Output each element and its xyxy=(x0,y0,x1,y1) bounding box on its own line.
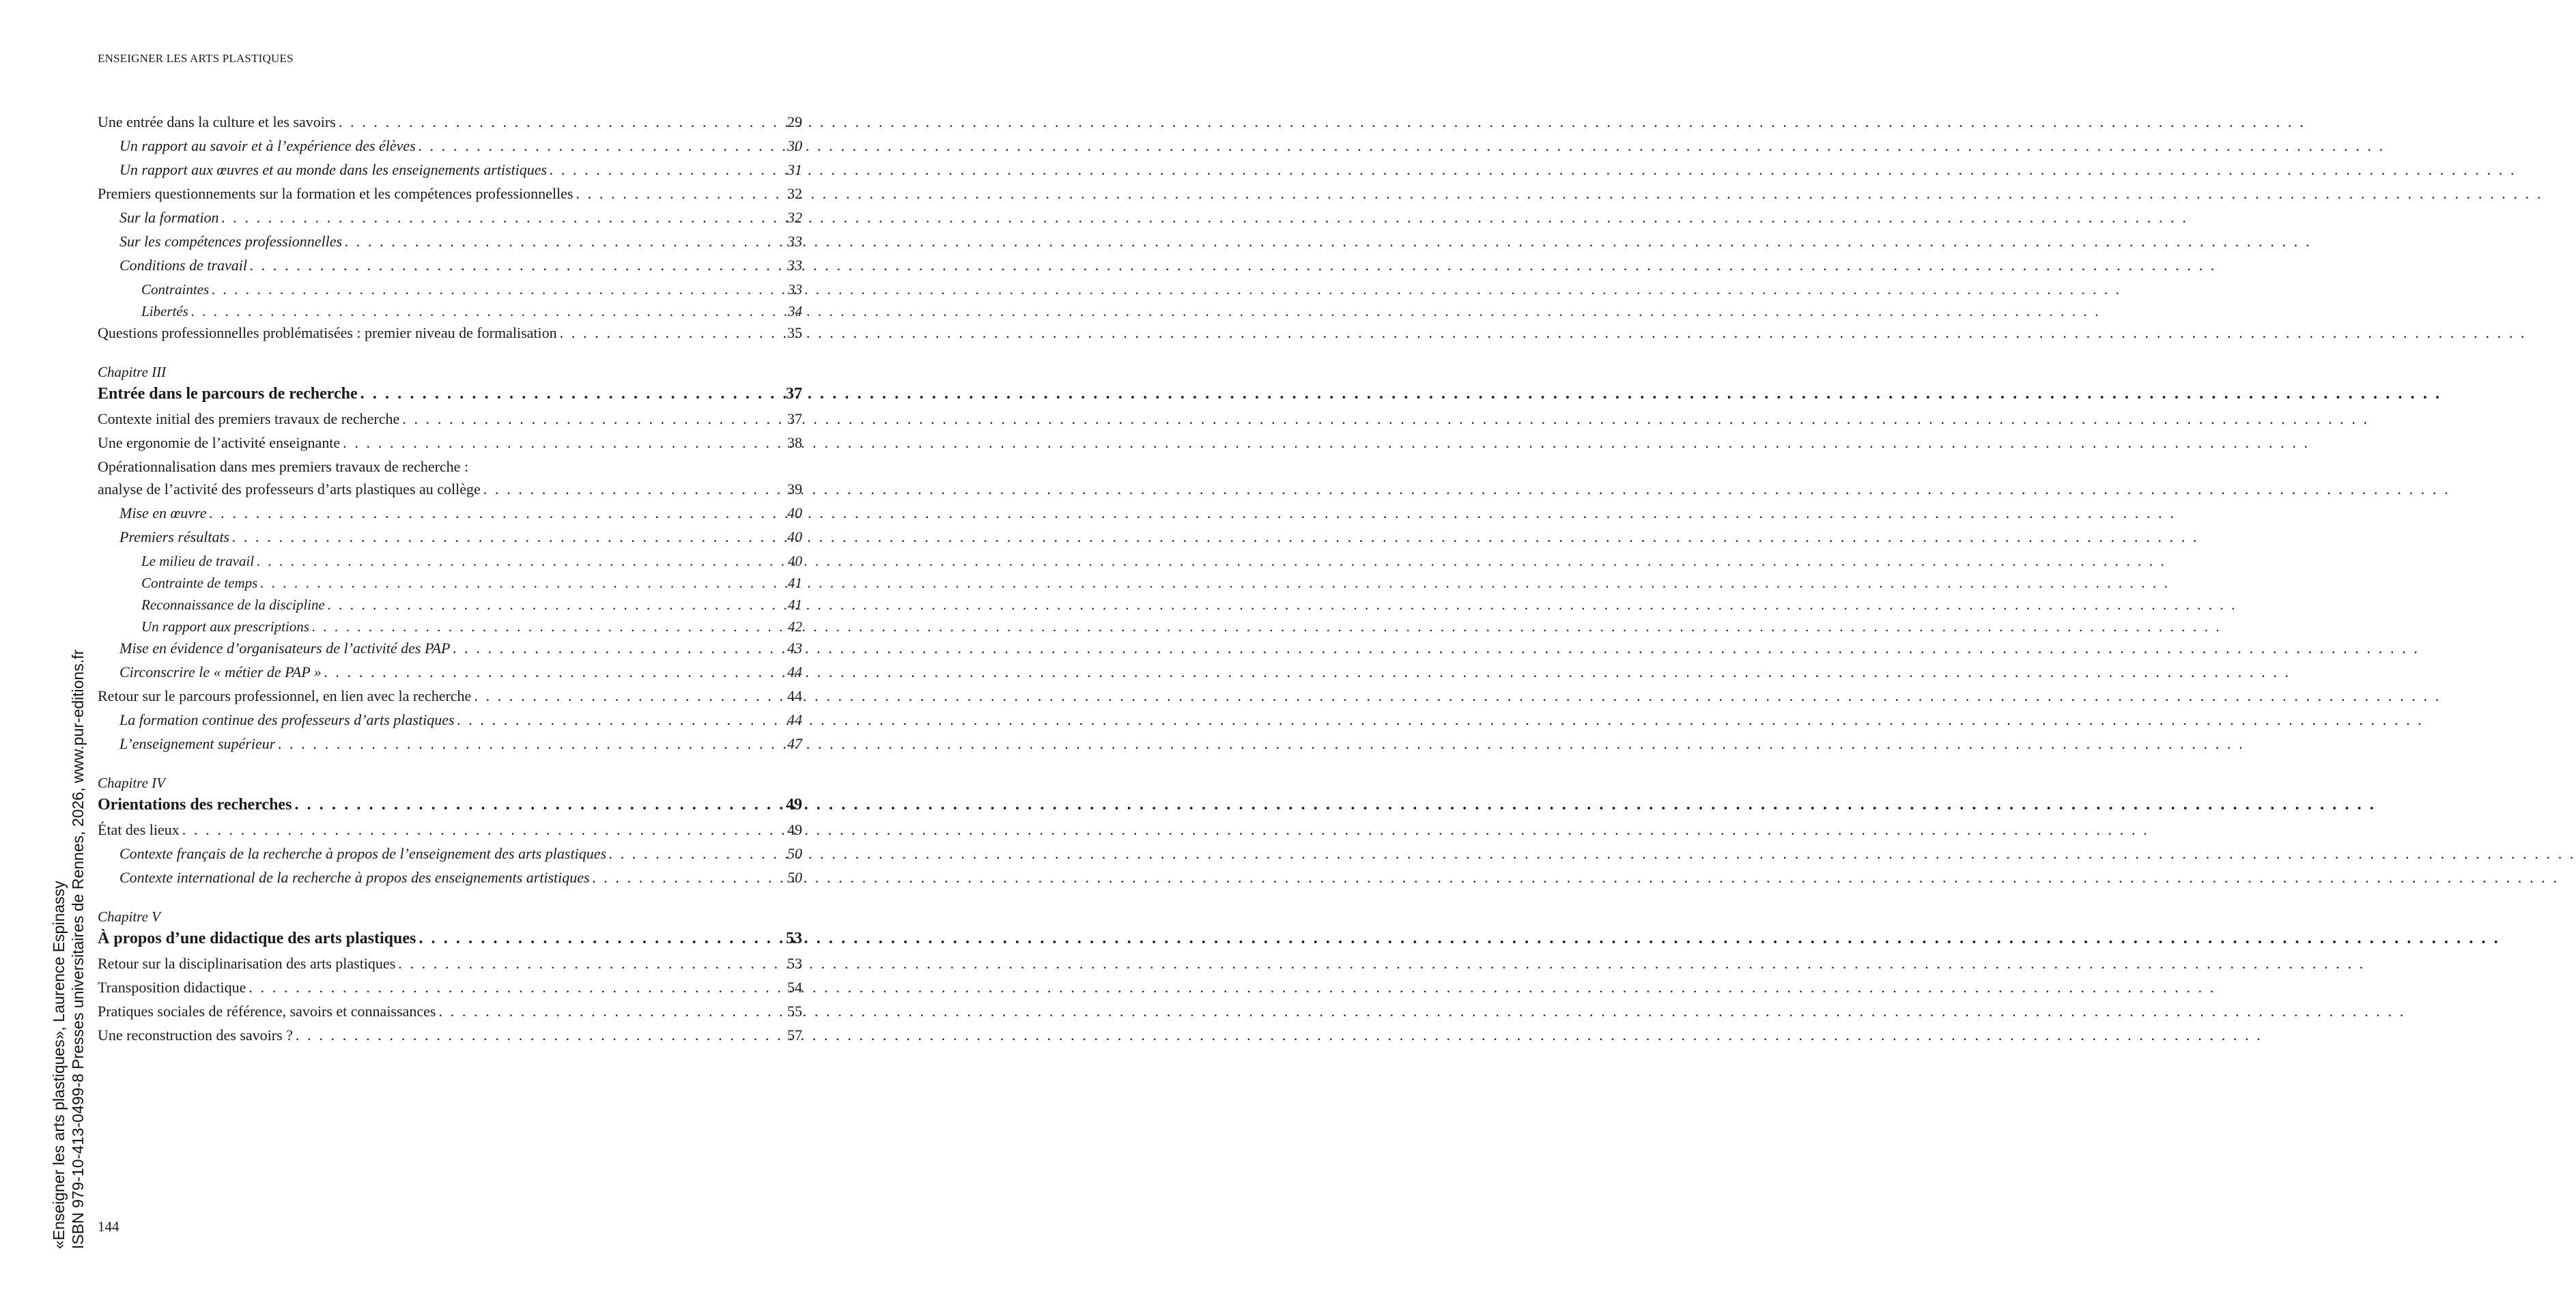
toc-entry-title: Un rapport aux œuvres et au monde dans les enseignements artistiques xyxy=(119,161,548,178)
toc-entry-page: 38 xyxy=(787,434,802,451)
toc-entry-page: 49 xyxy=(786,796,802,814)
toc-entry[interactable] xyxy=(98,160,802,180)
table-of-contents xyxy=(98,113,802,1050)
dot-leader xyxy=(328,595,778,614)
toc-entry-title: Libertés xyxy=(141,303,188,319)
toc-entry-page: 40 xyxy=(787,528,802,545)
dot-leader xyxy=(260,573,778,592)
toc-entry-title: Le milieu de travail xyxy=(141,553,255,569)
toc-entry-page: 29 xyxy=(787,113,802,130)
side-note-line-2: ISBN 979-10-413-0499-8 Presses universitaires de Rennes, 2026, www.pur-editions.fr xyxy=(69,649,87,1249)
toc-entry-title: Orientations des recherches xyxy=(98,796,292,814)
toc-entry-page: 49 xyxy=(787,821,802,838)
toc-entry-title: Entrée dans le parcours de recherche xyxy=(98,385,358,403)
toc-entry[interactable] xyxy=(98,551,802,571)
dot-leader xyxy=(278,734,778,754)
toc-spacer xyxy=(98,347,802,362)
dot-leader xyxy=(232,528,778,547)
dot-leader xyxy=(294,795,778,814)
toc-entry[interactable] xyxy=(98,384,802,403)
toc-entry-page: 32 xyxy=(787,209,802,226)
dot-leader xyxy=(191,302,778,321)
toc-entry-title: Mise en évidence d’organisateurs de l’activité des PAP xyxy=(119,640,451,657)
toc-entry[interactable] xyxy=(98,324,802,343)
toc-entry[interactable] xyxy=(98,1026,802,1045)
dot-leader xyxy=(257,551,778,571)
toc-entry-page: 32 xyxy=(787,185,802,202)
toc-entry[interactable] xyxy=(98,929,802,948)
toc-entry-page: 33 xyxy=(787,257,802,274)
toc-entry[interactable] xyxy=(98,280,802,299)
toc-entry-page: 42 xyxy=(788,618,802,635)
toc-entry-title: Mise en œuvre xyxy=(119,504,207,521)
chapter-label: Chapitre IV xyxy=(98,775,165,791)
dot-leader xyxy=(593,868,778,887)
toc-entry-page: 35 xyxy=(787,324,802,341)
dot-leader xyxy=(345,232,778,251)
toc-entry-page: 33 xyxy=(787,233,802,250)
toc-entry-page: 33 xyxy=(788,281,802,298)
toc-entry-title: Retour sur le parcours professionnel, en lien avec la recherche xyxy=(98,687,472,704)
page-number: 144 xyxy=(98,1218,119,1235)
dot-leader xyxy=(182,820,778,840)
toc-entry-continued: Opérationnalisation dans mes premiers travaux de recherche : xyxy=(98,458,469,475)
chapter-label: Chapitre III xyxy=(98,364,167,380)
toc-entry-page: 44 xyxy=(787,663,802,680)
toc-entry-title: Premiers résultats xyxy=(119,528,230,545)
toc-entry-title: Transposition didactique xyxy=(98,979,246,996)
dot-leader xyxy=(339,113,778,132)
dot-leader xyxy=(360,384,778,403)
toc-entry[interactable] xyxy=(98,978,802,997)
toc-entry-page: 50 xyxy=(787,869,802,886)
toc-entry-title: Circonscrire le « métier de PAP » xyxy=(119,663,322,680)
dot-leader xyxy=(212,280,778,299)
dot-leader xyxy=(419,137,778,156)
toc-entry-title: Contraintes xyxy=(141,281,210,298)
copyright-side-note xyxy=(49,650,87,1249)
toc-entry-title: Questions professionnelles problématisées : premier niveau de formalisation xyxy=(98,324,557,341)
toc-entry-title: Contrainte de temps xyxy=(141,575,258,591)
toc-entry-page: 40 xyxy=(787,504,802,521)
toc-entry-title: Une reconstruction des savoirs ? xyxy=(98,1027,293,1044)
chapter-label: Chapitre V xyxy=(98,908,160,925)
toc-entry[interactable] xyxy=(98,844,802,863)
dot-leader xyxy=(560,324,778,343)
dot-leader xyxy=(221,208,778,227)
toc-entry-title: L’enseignement supérieur xyxy=(119,735,276,752)
toc-entry-page: 41 xyxy=(788,575,802,591)
dot-leader xyxy=(438,1002,778,1021)
toc-entry-title: Conditions de travail xyxy=(119,257,247,274)
toc-entry-page: 53 xyxy=(787,955,802,972)
toc-entry-page: 31 xyxy=(787,161,802,178)
toc-spacer xyxy=(98,892,802,907)
toc-entry-title: La formation continue des professeurs d’arts plastiques xyxy=(119,711,455,728)
toc-entry[interactable] xyxy=(98,113,802,132)
toc-entry[interactable] xyxy=(98,410,802,429)
toc-entry[interactable] xyxy=(98,711,802,730)
toc-entry[interactable] xyxy=(98,1002,802,1021)
toc-entry[interactable] xyxy=(98,528,802,547)
toc-entry-title: Un rapport aux prescriptions xyxy=(141,618,309,635)
toc-entry[interactable] xyxy=(98,820,802,840)
toc-entry-title: Une entrée dans la culture et les savoirs xyxy=(98,113,336,130)
toc-entry-page: 44 xyxy=(787,711,802,728)
toc-spacer xyxy=(98,758,802,773)
toc-entry-title: Contexte initial des premiers travaux de recherche xyxy=(98,410,400,427)
toc-entry[interactable] xyxy=(98,232,802,251)
toc-entry[interactable] xyxy=(98,480,802,499)
toc-entry[interactable] xyxy=(98,302,802,321)
toc-entry[interactable] xyxy=(98,687,802,706)
toc-entry-title: Retour sur la disciplinarisation des arts plastiques xyxy=(98,955,396,972)
toc-entry-title: Reconnaissance de la discipline xyxy=(141,597,325,613)
dot-leader xyxy=(398,954,778,973)
toc-entry-page: 41 xyxy=(788,597,802,613)
dot-leader xyxy=(419,929,778,948)
toc-entry-title: Sur la formation xyxy=(119,209,219,226)
toc-entry[interactable] xyxy=(98,795,802,814)
toc-entry-title: Sur les compétences professionnelles xyxy=(119,233,343,250)
toc-entry[interactable] xyxy=(98,256,802,275)
toc-entry-page: 47 xyxy=(787,735,802,752)
toc-entry[interactable] xyxy=(98,639,802,658)
toc-entry[interactable] xyxy=(98,137,802,156)
toc-entry-title: État des lieux xyxy=(98,821,180,838)
toc-entry-title: Contexte international de la recherche à propos des enseignements artistiques xyxy=(119,869,590,886)
toc-entry[interactable] xyxy=(98,433,802,453)
toc-entry[interactable] xyxy=(98,663,802,682)
dot-leader xyxy=(209,504,778,523)
toc-entry-title: Premiers questionnements sur la formation et les compétences professionnelles xyxy=(98,185,574,202)
toc-entry-title: Pratiques sociales de référence, savoirs et connaissances xyxy=(98,1003,436,1020)
toc-entry-title: Contexte français de la recherche à propos de l’enseignement des arts plastiques xyxy=(119,845,607,862)
dot-leader xyxy=(483,480,778,499)
dot-leader xyxy=(453,639,778,658)
toc-entry[interactable] xyxy=(98,208,802,227)
toc-entry[interactable] xyxy=(98,868,802,887)
toc-entry[interactable] xyxy=(98,954,802,973)
toc-entry-page: 30 xyxy=(787,137,802,154)
dot-leader xyxy=(550,160,778,180)
toc-entry[interactable] xyxy=(98,573,802,592)
dot-leader xyxy=(609,844,778,863)
toc-entry-page: 37 xyxy=(786,385,802,403)
toc-entry-page: 43 xyxy=(787,640,802,657)
dot-leader xyxy=(402,410,778,429)
toc-entry-title: À propos d’une didactique des arts plastiques xyxy=(98,930,416,947)
dot-leader xyxy=(250,256,778,275)
toc-entry[interactable] xyxy=(98,504,802,523)
toc-entry-page: 55 xyxy=(787,1003,802,1020)
dot-leader xyxy=(474,687,778,706)
dot-leader xyxy=(576,184,778,203)
toc-entry-title: Une ergonomie de l’activité enseignante xyxy=(98,434,341,451)
dot-leader xyxy=(457,711,778,730)
toc-entry-title: analyse de l’activité des professeurs d’arts plastiques au collège xyxy=(98,481,481,498)
dot-leader xyxy=(343,433,778,453)
toc-entry-page: 40 xyxy=(788,553,802,569)
toc-entry[interactable] xyxy=(98,734,802,754)
dot-leader xyxy=(296,1026,778,1045)
toc-entry-title: Un rapport au savoir et à l’expérience des élèves xyxy=(119,137,416,154)
toc-entry-page: 50 xyxy=(787,845,802,862)
toc-entry-page: 37 xyxy=(787,410,802,427)
toc-entry-page: 54 xyxy=(787,979,802,996)
dot-leader xyxy=(324,663,778,682)
toc-entry[interactable] xyxy=(98,184,802,203)
running-head: ENSEIGNER LES ARTS PLASTIQUES xyxy=(98,52,294,65)
toc-entry-page: 34 xyxy=(788,303,802,319)
toc-entry[interactable] xyxy=(98,617,802,636)
side-note-line-1: «Enseigner les arts plastiques», Laurence Espinassy xyxy=(50,880,68,1249)
toc-entry-page: 57 xyxy=(787,1027,802,1044)
dot-leader xyxy=(249,978,778,997)
toc-entry-page: 53 xyxy=(786,930,802,947)
toc-entry[interactable] xyxy=(98,595,802,614)
dot-leader xyxy=(312,617,778,636)
toc-entry-page: 44 xyxy=(787,687,802,704)
toc-entry-page: 39 xyxy=(787,481,802,498)
